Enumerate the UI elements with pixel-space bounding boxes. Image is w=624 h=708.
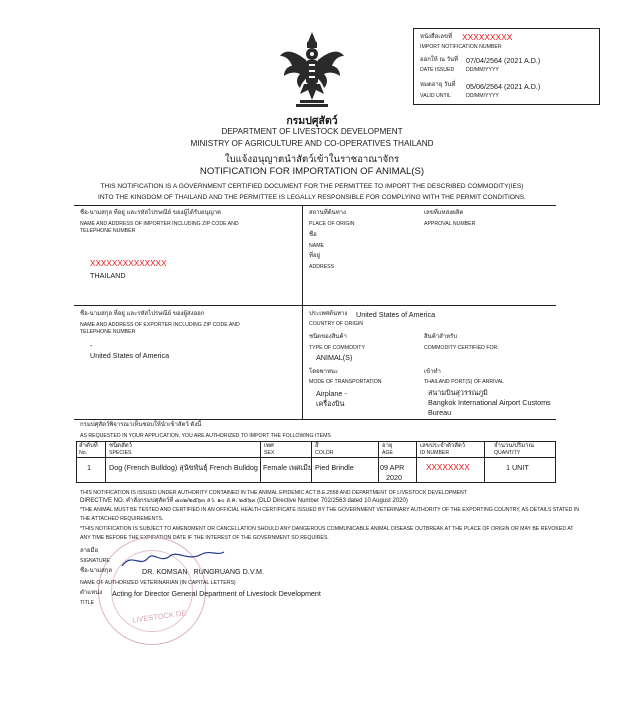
importer-label-en-2: TELEPHONE NUMBER: [80, 228, 136, 234]
approval-number-label-th: เลขที่แหล่งผลิต: [424, 210, 464, 216]
date-issued-value: 07/04/2564 (2021 A.D.): [466, 56, 541, 65]
form-top-border: [74, 205, 556, 206]
place-of-origin-label-th: สถานที่ต้นทาง: [309, 210, 346, 216]
items-col-divider: [260, 441, 261, 483]
transport-mode-value-en: Airplane -: [316, 389, 347, 398]
date-issued-label-en: DATE ISSUED: [420, 67, 455, 73]
ministry-name-en: MINISTRY OF AGRICULTURE AND CO-OPERATIVES THAILAND: [190, 139, 434, 148]
import-number-label-th: หนังสือเลขที่: [420, 34, 453, 40]
item-color: Pied Brindle: [315, 463, 354, 472]
items-col-divider: [484, 441, 485, 483]
items-col-divider: [311, 441, 312, 483]
notification-title-en: NOTIFICATION FOR IMPORTATION OF ANIMAL(S): [199, 166, 425, 177]
origin-name-label-th: ชื่อ: [309, 232, 317, 238]
exporter-label-th: ชื่อ-นามสกุล ที่อยู่ และรหัสไปรษณีย์ ของผู้ส่งออก: [80, 311, 205, 317]
garuda-emblem-icon: [278, 30, 346, 108]
commodity-type-label-en: TYPE OF COMMODITY: [309, 345, 365, 351]
items-col-divider: [105, 441, 106, 483]
veterinarian-name-value: DR. KOMSAN RUNGRUANG D.V.M.: [142, 567, 264, 576]
origin-address-label-en: ADDRESS: [309, 264, 335, 270]
item-no: 1: [87, 463, 91, 472]
commodity-type-value: ANIMAL(S): [316, 353, 353, 362]
country-of-origin-label-en: COUNTRY OF ORIGIN: [309, 321, 363, 327]
legal-statement-line-2: INTO THE KINGDOM OF THAILAND AND THE PERMITTEE IS LEGALLY RESPONSIBLE FOR COMPLYING WITH THE PERMIT CONDITIONS.: [98, 194, 526, 201]
form-row-divider-1: [74, 305, 556, 306]
col-header-no-th: ลำดับที่: [79, 443, 98, 449]
signature-label-th: ลายมือ: [80, 548, 99, 554]
col-header-id-th: เลขประจำตัวสัตว์: [420, 443, 466, 449]
origin-name-label-en: NAME: [309, 243, 324, 249]
notification-title-th: ใบแจ้งอนุญาตนำสัตว์เข้าในราชอาณาจักร: [224, 154, 400, 165]
transport-mode-label-en: MODE OF TRANSPORTATION: [309, 379, 382, 385]
col-header-color-th: สี: [315, 443, 319, 449]
commodity-type-label-th: ชนิดของสินค้า: [309, 334, 347, 340]
commodity-certified-label-th: สินค้าสำหรับ: [424, 334, 458, 340]
col-header-sex-th: เพศ: [264, 443, 274, 449]
col-header-age-en: AGE: [382, 450, 393, 456]
condition-line-6: ANY TIME BEFORE THE EXPIRATION DATE IF THE INTEREST OF THE GOVERNMENT SO REQUIRES.: [80, 535, 329, 541]
col-header-species-th: ชนิดสัตว์: [109, 443, 132, 449]
valid-until-label-en: VALID UNTIL: [420, 93, 452, 99]
col-header-id-en: ID NUMBER: [420, 450, 450, 456]
importer-label-th: ชื่อ-นามสกุล ที่อยู่ และรหัสไปรษณีย์ ของผู้ได้รับอนุญาต: [80, 210, 222, 216]
importer-name-value: XXXXXXXXXXXXXX: [90, 259, 167, 268]
import-number-value: XXXXXXXXX: [462, 32, 513, 42]
title-value: Acting for Director General Department of Livestock Development: [112, 589, 321, 598]
date-issued-format: DD/MM/YYYY: [466, 67, 499, 73]
col-header-species-en: SPECIES: [109, 450, 132, 456]
signature-label-en: SIGNATURE: [80, 558, 110, 564]
veterinarian-name-label-en: NAME OF AUTHORIZED VETERINARIAN (IN CAPITAL LETTERS): [80, 580, 236, 586]
importer-label-en-1: NAME AND ADDRESS OF IMPORTER INCLUDING ZIP CODE AND: [80, 221, 239, 227]
port-of-arrival-value-th: สนามบินสุวรรณภูมิ: [428, 388, 488, 397]
department-name-en: DEPARTMENT OF LIVESTOCK DEVELOPMENT: [221, 127, 403, 136]
exporter-label-en-1: NAME AND ADDRESS OF EXPORTER INCLUDING ZIP CODE AND: [80, 322, 240, 328]
import-number-label-en: IMPORT NOTIFICATION NUMBER: [420, 44, 502, 50]
exporter-label-en-2: TELEPHONE NUMBER: [80, 329, 136, 335]
items-col-divider: [416, 441, 417, 483]
valid-until-format: DD/MM/YYYY: [466, 93, 499, 99]
importer-country-value: THAILAND: [90, 271, 126, 280]
col-header-quantity-th: จำนวน/ปริมาณ: [494, 443, 535, 449]
col-header-sex-en: SEX: [264, 450, 275, 456]
place-of-origin-label-en: PLACE OF ORIGIN: [309, 221, 355, 227]
items-intro-th: กรมปศุสัตว์พิจารณาเห็นชอบให้นำเข้าสัตว์ ดังนี้: [80, 422, 202, 428]
col-header-quantity-en: QUANTITY: [494, 450, 521, 456]
transport-mode-value-th: เครื่องบิน: [316, 399, 345, 408]
condition-line-4: THE ATTACHED REQUIREMENTS.: [80, 516, 164, 522]
exporter-dash: -: [90, 341, 93, 350]
approval-number-label-en: APPROVAL NUMBER: [424, 221, 476, 227]
condition-line-2: DIRECTIVE NO. คำสั่งกรมปศุสัตว์ที่ ๗๐๒/๒๕๖๓ ลว. ๑๐ ส.ค. ๒๕๖๓ (DLD Directive Number 702/2563 dated 10 August 2020): [80, 498, 408, 504]
date-issued-label-th: ออกให้ ณ วันที่: [420, 57, 459, 63]
port-of-arrival-value-2: Bureau: [428, 408, 452, 417]
title-label-en: TITLE: [80, 600, 95, 606]
port-of-arrival-value-1: Bangkok International Airport Customs: [428, 398, 551, 407]
item-quantity: 1 UNIT: [506, 463, 529, 472]
country-of-origin-value: United States of America: [356, 310, 436, 319]
country-of-origin-label-th: ประเทศต้นทาง: [309, 311, 348, 317]
condition-line-1: THIS NOTIFICATION IS ISSUED UNDER AUTHORITY CONTAINED IN THE ANIMAL EPIDEMIC ACT B.E.2558 AND DEPARTMENT OF LIVESTOCK DEVELOPMENT: [80, 490, 467, 496]
item-age-line-2: 2020: [386, 473, 402, 482]
form-row-divider-2: [74, 419, 556, 420]
origin-address-label-th: ที่อยู่: [309, 253, 321, 259]
veterinarian-name-label-th: ชื่อ-นามสกุล: [80, 568, 113, 574]
items-col-divider: [378, 441, 379, 483]
item-id-number: XXXXXXXX: [426, 463, 470, 472]
valid-until-label-th: หมดอายุ วันที่: [420, 82, 456, 88]
items-intro-en: AS REQUESTED IN YOUR APPLICATION, YOU ARE AUTHORIZED TO IMPORT THE FOLLOWING ITEMS: [80, 433, 331, 439]
form-center-divider: [302, 205, 303, 419]
condition-line-3: *THE ANIMAL MUST BE TESTED AND CERTIFIED IN AN OFFICIAL HEALTH CERTIFICATE ISSUED BY THE GOVERNMENT VETERINARY AUTHORITY OF THE EXPORTING COUNTRY, AS DETAILS STATED IN: [80, 507, 580, 513]
commodity-certified-label-en: COMMODITY CERTIFIED FOR:: [424, 345, 499, 351]
item-sex: Female เพศเมีย: [263, 463, 313, 472]
legal-statement-line-1: THIS NOTIFICATION IS A GOVERNMENT CERTIFIED DOCUMENT FOR THE PERMITTEE TO IMPORT THE DESCRIBED COMMODITY(IES): [100, 183, 524, 190]
department-name-th: กรมปศุสัตว์: [286, 115, 338, 127]
item-age-line-1: 09 APR: [380, 463, 405, 472]
valid-until-value: 05/06/2564 (2021 A.D.): [466, 82, 541, 91]
condition-line-5: *THIS NOTIFICATION IS SUBJECT TO AMENDMENT OR CANCELLATION SHOULD ANY DANGEROUS COMMUNICABLE ANIMAL DISEASE OUTBREAK AT THE PLACE OF ORIGIN OR MAY BE REVOKED AT: [80, 526, 574, 532]
col-header-color-en: COLOR: [315, 450, 334, 456]
item-species: Dog (French Bulldog) สุนัขพันธุ์ French Bulldog: [109, 463, 258, 472]
port-of-arrival-label-en: THAILAND PORT(S) OF ARRIVAL: [424, 379, 504, 385]
title-label-th: ตำแหน่ง: [80, 590, 103, 596]
col-header-age-th: อายุ: [382, 443, 393, 449]
transport-mode-label-th: โดยพาหนะ: [309, 369, 339, 375]
exporter-country-value: United States of America: [90, 351, 170, 360]
stamp-text: LIVESTOCK DE: [131, 608, 187, 625]
port-of-arrival-label-th: เข้าทำ: [424, 369, 441, 375]
col-header-no-en: No.: [79, 450, 88, 456]
